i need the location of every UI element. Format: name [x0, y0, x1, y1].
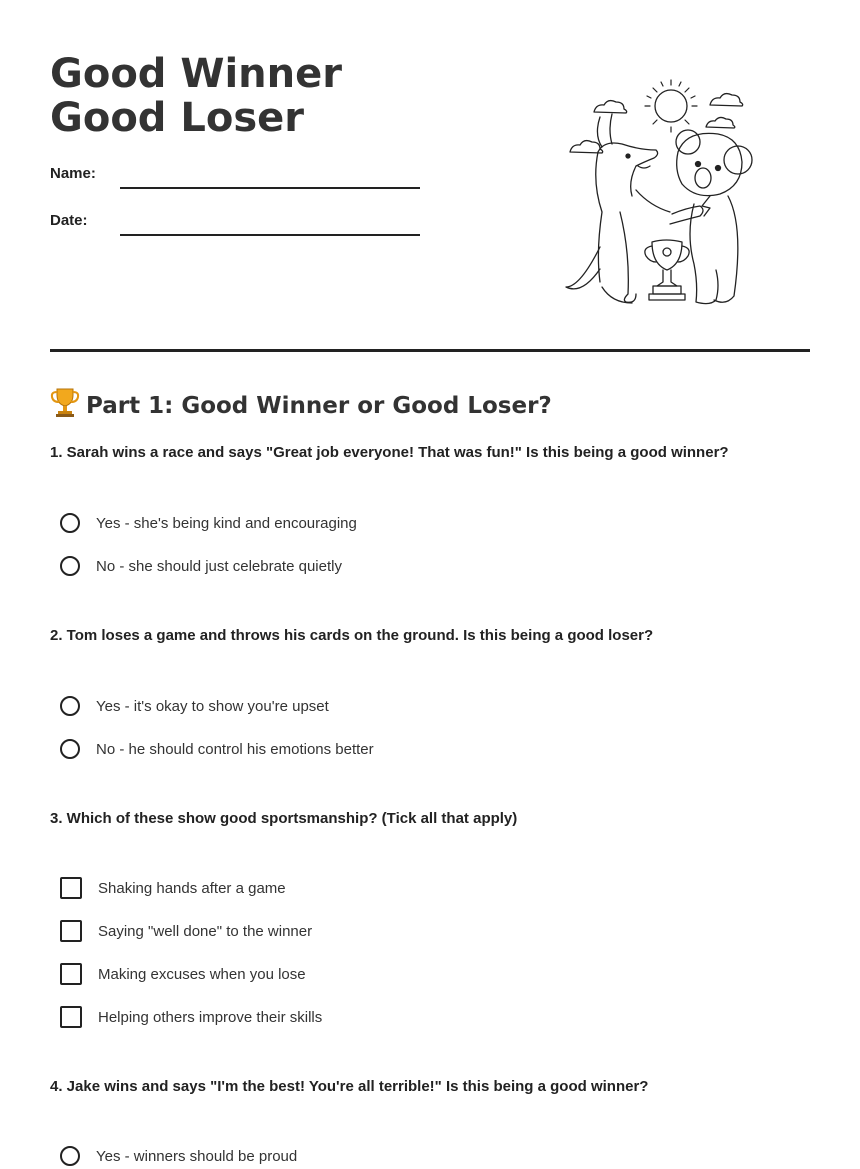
option-q4-a[interactable]: [60, 1143, 297, 1169]
name-label: Name:: [50, 165, 96, 182]
option-label: Saying "well done" to the winner: [98, 922, 313, 940]
option-label: Helping others improve their skills: [98, 1008, 323, 1026]
option-label: No - she should just celebrate quietly: [96, 557, 342, 575]
option-label: Yes - it's okay to show you're upset: [96, 697, 329, 715]
checkbox[interactable]: [60, 877, 82, 899]
option-label: No - he should control his emotions better: [96, 740, 374, 758]
option-q1-a[interactable]: [60, 510, 357, 536]
option-q3-c[interactable]: [60, 961, 306, 987]
question-4: 4. Jake wins and says "I'm the best! You're all terrible!" Is this being a good winner?: [50, 1078, 649, 1095]
date-field[interactable]: [120, 234, 420, 236]
radio-button[interactable]: [60, 513, 80, 533]
checkbox[interactable]: [60, 963, 82, 985]
section-title-part-1: [50, 386, 552, 419]
question-3: 3. Which of these show good sportsmanship? (Tick all that apply): [50, 810, 518, 827]
option-q3-d[interactable]: [60, 1004, 322, 1030]
checkbox[interactable]: [60, 1006, 82, 1028]
radio-button[interactable]: [60, 556, 80, 576]
question-2: 2. Tom loses a game and throws his cards on the ground. Is this being a good loser?: [50, 627, 654, 644]
kangaroo-koala-trophy-illustration: [560, 72, 765, 312]
date-label: Date:: [50, 212, 88, 229]
radio-button[interactable]: [60, 696, 80, 716]
option-q3-b[interactable]: [60, 918, 312, 944]
radio-button[interactable]: [60, 1146, 80, 1166]
option-q1-b[interactable]: [60, 553, 342, 579]
option-label: Shaking hands after a game: [98, 879, 286, 897]
option-q3-a[interactable]: [60, 875, 286, 901]
option-label: Making excuses when you lose: [98, 965, 306, 983]
header-divider: [50, 349, 810, 352]
name-field[interactable]: [120, 187, 420, 189]
radio-button[interactable]: [60, 739, 80, 759]
option-label: Yes - winners should be proud: [96, 1147, 298, 1165]
checkbox[interactable]: [60, 920, 82, 942]
option-label: Yes - she's being kind and encouraging: [96, 514, 357, 532]
question-1: 1. Sarah wins a race and says "Great job everyone! That was fun!" Is this being a good winner?: [50, 444, 729, 461]
option-q2-a[interactable]: [60, 693, 329, 719]
option-q2-b[interactable]: [60, 736, 374, 762]
page-title: Good Winner Good Loser: [50, 51, 342, 141]
trophy-icon: [50, 386, 80, 418]
section-title-text: Part 1: Good Winner or Good Loser?: [86, 393, 552, 419]
